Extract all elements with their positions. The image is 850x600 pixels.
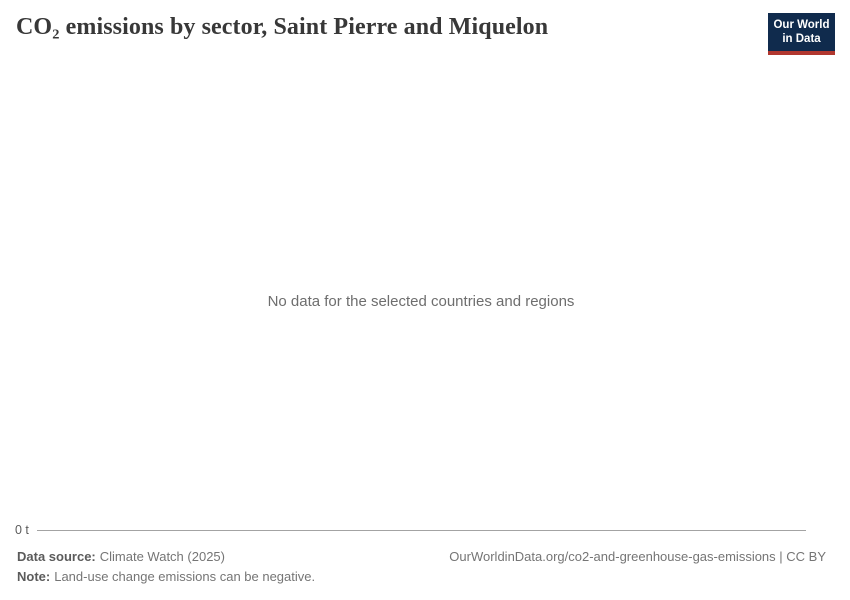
- page-title[interactable]: CO₂ emissions by sector, Saint Pierre and Miquelon: [16, 14, 549, 40]
- note-label: Note:: [17, 569, 51, 584]
- chart-footer: [17, 547, 826, 587]
- axis-baseline-rule: [37, 530, 806, 531]
- data-source-label: Data source:: [17, 549, 96, 564]
- logo-line1: Our World: [773, 18, 830, 31]
- note-text: Land-use change emissions can be negative.: [54, 569, 316, 584]
- data-source-line: [17, 547, 225, 567]
- y-axis-tick-label: 0 t: [15, 523, 29, 537]
- note-line: [17, 567, 315, 587]
- logo-line2: in Data: [782, 33, 821, 45]
- footer-row-note: [17, 567, 826, 587]
- owid-logo[interactable]: [768, 13, 835, 55]
- attribution-link[interactable]: OurWorldinData.org/co2-and-greenhouse-gas-emissions | CC BY: [449, 549, 826, 564]
- no-data-message: No data for the selected countries and regions: [267, 293, 575, 310]
- data-source-link[interactable]: Climate Watch (2025): [99, 549, 225, 564]
- chart-baseline-axis: [15, 522, 806, 538]
- footer-row-sources: [17, 547, 826, 567]
